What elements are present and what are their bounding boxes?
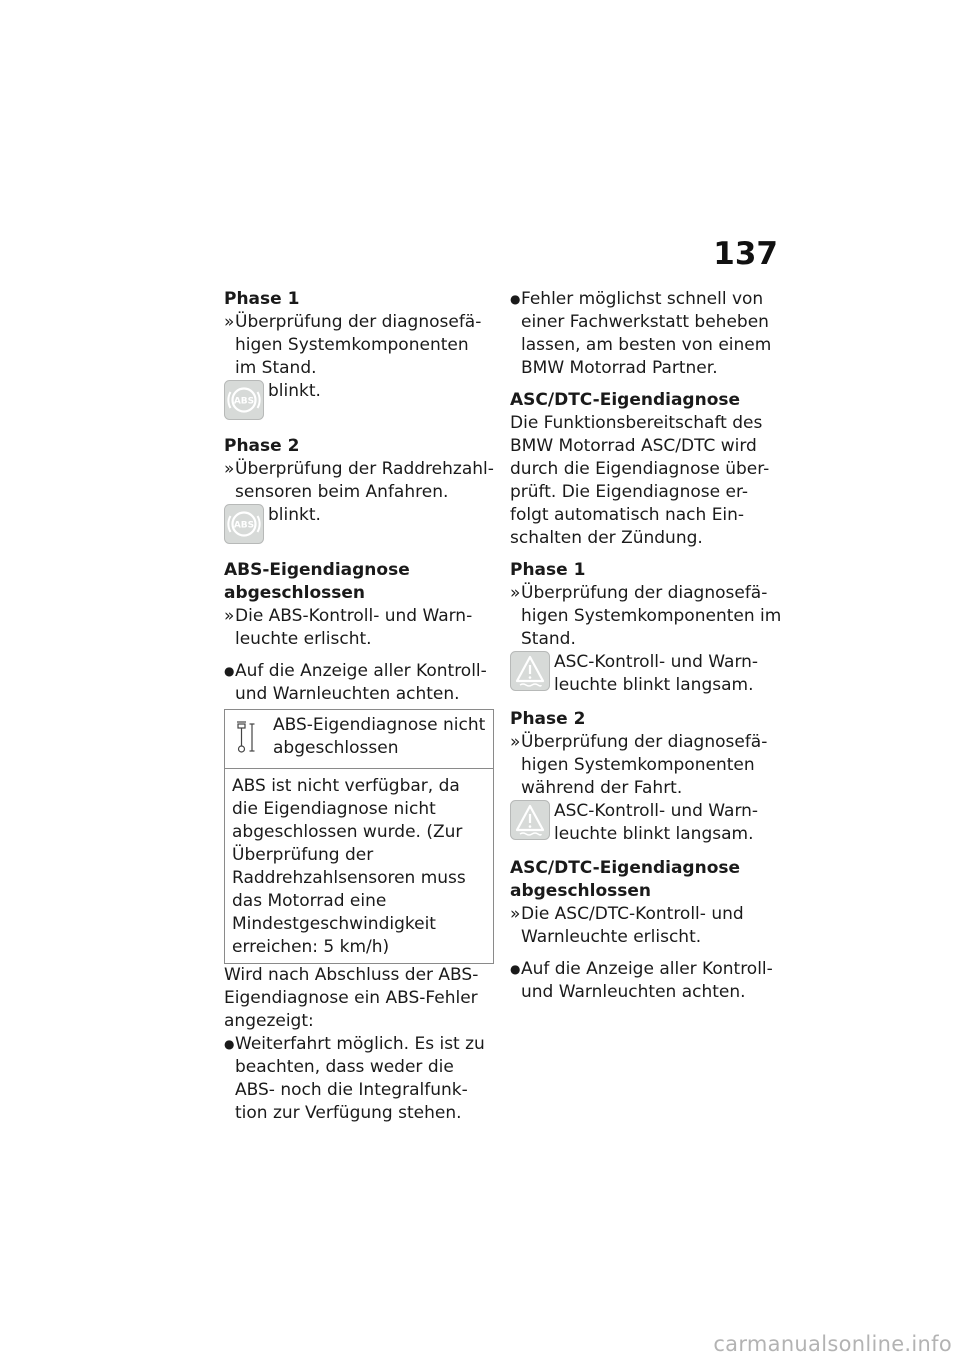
note-box <box>224 709 494 964</box>
watermark: carmanualsonline.info <box>713 1332 952 1356</box>
continue-bullet <box>224 1033 494 1125</box>
note-title: ABS-Eigendiagnose nicht abgeschlossen <box>273 715 486 758</box>
workshop-bullet-text: Fehler möglichst schnell von einer Fachwerkstatt beheben lassen, am besten von einem BMW Motorrad Partner. <box>521 289 772 378</box>
abs-done-heading-line2: abgeschlossen <box>224 583 366 603</box>
right-column <box>510 288 785 1004</box>
abs-icon-label: ABS <box>233 396 255 407</box>
asc-phase2-status: ASC-Kontroll- und Warn-leuchte blinkt langsam. <box>554 801 759 844</box>
asc-done-step-text: Die ASC/DTC-Kontroll- und Warnleuchte erlischt. <box>521 904 744 947</box>
asc-done-heading <box>510 857 785 903</box>
asc-heading: ASC/DTC-Eigendiagnose <box>510 390 741 410</box>
phase1-blinkt: blinkt. <box>268 381 321 401</box>
phase2-indicator <box>224 504 494 548</box>
asc-phase2-step <box>510 731 785 800</box>
asc-warning-icon <box>510 651 550 698</box>
asc-done-bullet-text: Auf die Anzeige aller Kontroll- und Warnleuchten achten. <box>521 959 773 1002</box>
abs-done-heading-line1: ABS-Eigendiagnose <box>224 560 410 580</box>
asc-phase2-heading: Phase 2 <box>510 709 586 729</box>
bullet-marker: ● <box>224 664 235 678</box>
abs-warning-icon <box>224 504 264 551</box>
asc-phase2-step-text: Überprüfung der diagnosefä-higen Systemkomponenten während der Fahrt. <box>521 732 768 798</box>
asc-phase2-indicator <box>510 800 785 846</box>
asc-done-heading-line2: abgeschlossen <box>510 881 652 901</box>
step-marker: » <box>224 312 235 332</box>
after-note-text: Wird nach Abschluss der ABS-Eigendiagnose ein ABS-Fehler angezeigt: <box>224 965 479 1031</box>
abs-done-step <box>224 605 494 651</box>
asc-intro-text: Die Funktionsbereitschaft des BMW Motorrad ASC/DTC wird durch die Eigendiagnose über-prüft. Die Eigendiagnose er-folgt automatisch nach Ein-schalten der Zündung. <box>510 413 770 548</box>
left-column <box>224 288 494 1125</box>
phase2-step <box>224 458 494 504</box>
abs-warning-icon <box>224 380 264 427</box>
measurement-gauge-icon <box>235 718 257 761</box>
asc-warning-icon <box>510 800 550 847</box>
step-marker: » <box>510 583 521 603</box>
abs-icon-label: ABS <box>233 520 255 531</box>
asc-phase1-heading: Phase 1 <box>510 560 586 580</box>
asc-phase1-status: ASC-Kontroll- und Warn-leuchte blinkt langsam. <box>554 652 759 695</box>
asc-phase1-step <box>510 582 785 651</box>
phase1-heading: Phase 1 <box>224 289 300 309</box>
phase1-step <box>224 311 494 380</box>
bullet-marker: ● <box>224 1037 235 1051</box>
bullet-marker: ● <box>510 292 521 306</box>
step-marker: » <box>510 732 521 752</box>
phase1-step-text: Überprüfung der diagnosefä-higen Systemkomponenten im Stand. <box>235 312 482 378</box>
phase1-indicator <box>224 380 494 424</box>
step-marker: » <box>510 904 521 924</box>
asc-phase1-indicator <box>510 651 785 697</box>
note-header <box>225 710 493 769</box>
abs-done-bullet <box>224 660 494 706</box>
phase2-heading: Phase 2 <box>224 436 300 456</box>
asc-done-heading-line1: ASC/DTC-Eigendiagnose <box>510 858 741 878</box>
abs-done-heading <box>224 559 494 605</box>
abs-done-step-text: Die ABS-Kontroll- und Warn-leuchte erlischt. <box>235 606 473 649</box>
asc-done-step <box>510 903 785 949</box>
step-marker: » <box>224 606 235 626</box>
continue-bullet-text: Weiterfahrt möglich. Es ist zu beachten, dass weder die ABS- noch die Integralfunk-tion zur Verfügung stehen. <box>235 1034 485 1123</box>
abs-done-bullet-text: Auf die Anzeige aller Kontroll- und Warnleuchten achten. <box>235 661 487 704</box>
step-marker: » <box>224 459 235 479</box>
asc-done-bullet <box>510 958 785 1004</box>
phase2-step-text: Überprüfung der Raddrehzahl-sensoren beim Anfahren. <box>235 459 494 502</box>
note-body: ABS ist nicht verfügbar, da die Eigendiagnose nicht abgeschlossen wurde. (Zur Überprüfung der Raddrehzahlsensoren muss das Motorrad eine Mindestgeschwindigkeit erreichen: 5 km/h) <box>232 776 466 957</box>
bullet-marker: ● <box>510 962 521 976</box>
phase2-blinkt: blinkt. <box>268 505 321 525</box>
page-number: 137 <box>713 236 778 272</box>
asc-phase1-step-text: Überprüfung der diagnosefä-higen Systemkomponenten im Stand. <box>521 583 782 649</box>
workshop-bullet <box>510 288 785 380</box>
